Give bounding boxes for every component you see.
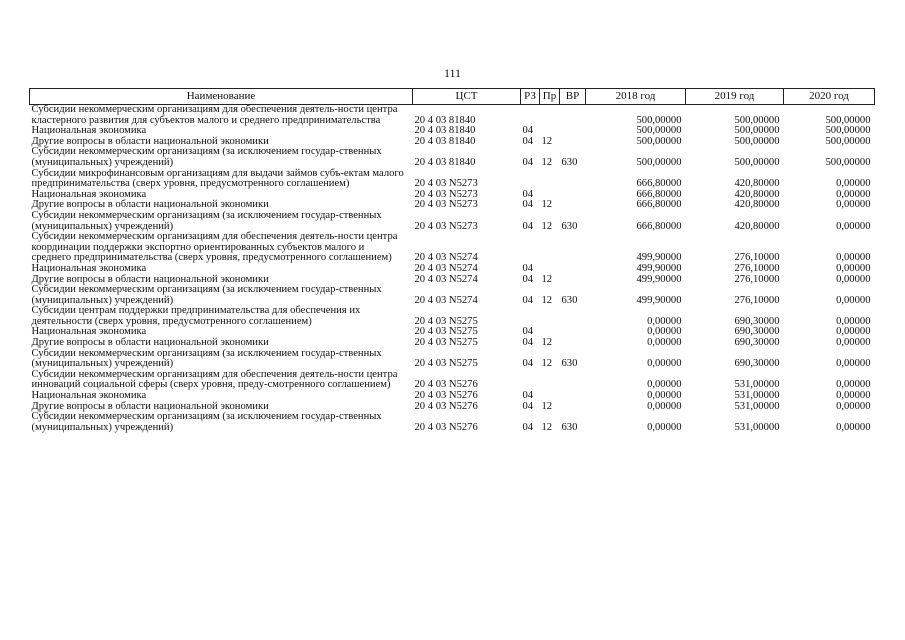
row-rz: 04 bbox=[522, 220, 534, 232]
row-2019: 420,80000 bbox=[734, 178, 780, 190]
row-2018: 0,00000 bbox=[647, 326, 682, 338]
row-2020: 0,00000 bbox=[836, 262, 871, 274]
row-2018: 0,00000 bbox=[647, 400, 682, 412]
row-rz: 04 bbox=[522, 326, 534, 338]
row-2018: 0,00000 bbox=[647, 358, 682, 370]
table-row bbox=[30, 264, 875, 275]
table-row bbox=[30, 285, 875, 306]
row-2018: 0,00000 bbox=[647, 315, 682, 327]
row-2019: 420,80000 bbox=[734, 188, 780, 200]
row-2018: 666,80000 bbox=[636, 178, 682, 190]
row-cst: 20 4 03 N5276 bbox=[414, 390, 478, 402]
row-2018: 0,00000 bbox=[647, 379, 682, 391]
row-2019: 276,10000 bbox=[734, 262, 780, 274]
row-name: Другие вопросы в области национальной экономики bbox=[31, 400, 269, 412]
row-pr: 12 bbox=[541, 337, 553, 349]
table-row bbox=[30, 211, 875, 232]
row-vr bbox=[560, 169, 586, 190]
row-2019: 531,00000 bbox=[734, 421, 780, 433]
row-name: Субсидии некоммерческим организациям (за исключением государ-ственных (муниципальных) учреждений) bbox=[31, 209, 382, 232]
row-name: Субсидии некоммерческим организациям (за исключением государ-ственных (муниципальных) учреждений) bbox=[31, 347, 382, 370]
row-2020: 500,00000 bbox=[825, 114, 871, 126]
row-2019: 276,10000 bbox=[734, 273, 780, 285]
row-2018: 499,90000 bbox=[636, 262, 682, 274]
row-cst: 20 4 03 81840 bbox=[414, 156, 476, 168]
row-pr: 12 bbox=[541, 220, 553, 232]
row-cst: 20 4 03 N5275 bbox=[414, 337, 478, 349]
row-2019: 500,00000 bbox=[734, 125, 780, 137]
row-name: Субсидии центрам поддержки предпринимательства для обеспечения их деятельности (сверх уровня, предусмотренного соглашением) bbox=[31, 305, 361, 327]
row-rz: 04 bbox=[522, 294, 534, 306]
row-vr bbox=[560, 190, 586, 201]
row-vr bbox=[560, 327, 586, 338]
table-row bbox=[30, 370, 875, 391]
row-cst: 20 4 03 N5274 bbox=[414, 294, 478, 306]
row-pr bbox=[540, 306, 560, 327]
row-cst: 20 4 03 N5274 bbox=[414, 273, 478, 285]
row-2020: 0,00000 bbox=[836, 252, 871, 264]
row-2020: 500,00000 bbox=[825, 156, 871, 168]
row-name: Субсидии некоммерческим организациям (за исключением государ-ственных (муниципальных) учреждений) bbox=[31, 146, 382, 168]
budget-table bbox=[29, 88, 875, 433]
row-vr: 630 bbox=[561, 294, 578, 306]
row-2018: 666,80000 bbox=[636, 199, 682, 211]
row-name: Национальная экономика bbox=[31, 390, 147, 402]
table-row bbox=[30, 412, 875, 433]
row-2019: 420,80000 bbox=[734, 199, 780, 211]
row-name: Другие вопросы в области национальной экономики bbox=[31, 337, 269, 349]
row-rz: 04 bbox=[522, 262, 534, 274]
row-2019: 690,30000 bbox=[734, 337, 780, 349]
header-2018: 2018 год bbox=[586, 89, 686, 105]
table-row bbox=[30, 232, 875, 264]
row-rz bbox=[521, 105, 540, 127]
row-2020: 0,00000 bbox=[836, 199, 871, 211]
row-2019: 500,00000 bbox=[734, 135, 780, 147]
row-2019: 420,80000 bbox=[734, 220, 780, 232]
row-cst: 20 4 03 N5274 bbox=[414, 262, 478, 274]
row-2018: 499,90000 bbox=[636, 252, 682, 264]
row-2019: 531,00000 bbox=[734, 400, 780, 412]
row-rz: 04 bbox=[522, 188, 534, 200]
row-pr bbox=[540, 264, 560, 275]
row-rz: 04 bbox=[522, 199, 534, 211]
row-pr: 12 bbox=[541, 400, 553, 412]
row-name: Субсидии некоммерческим организациям для обеспечения деятель-ности центра координации поддержки экспортно ориентированных субъектов малого и среднего предпринимательства (сверх уровня, предусмотренного соглашением) bbox=[31, 231, 398, 264]
row-name: Национальная экономика bbox=[31, 125, 147, 137]
row-2020: 0,00000 bbox=[836, 294, 871, 306]
row-name: Национальная экономика bbox=[31, 262, 147, 274]
row-2018: 499,90000 bbox=[636, 273, 682, 285]
row-cst: 20 4 03 N5273 bbox=[414, 199, 478, 211]
row-rz: 04 bbox=[522, 390, 534, 402]
row-pr bbox=[540, 370, 560, 391]
row-2020: 0,00000 bbox=[836, 273, 871, 285]
row-pr: 12 bbox=[541, 294, 553, 306]
row-vr bbox=[560, 391, 586, 402]
header-pr: Пр bbox=[540, 89, 560, 105]
row-name: Другие вопросы в области национальной экономики bbox=[31, 135, 269, 147]
table-row bbox=[30, 147, 875, 168]
row-2018: 499,90000 bbox=[636, 294, 682, 306]
row-pr: 12 bbox=[541, 156, 553, 168]
row-pr: 12 bbox=[541, 135, 553, 147]
row-2018: 666,80000 bbox=[636, 188, 682, 200]
row-2019: 531,00000 bbox=[734, 379, 780, 391]
row-cst: 20 4 03 81840 bbox=[414, 125, 476, 137]
row-pr: 12 bbox=[541, 421, 553, 433]
row-rz bbox=[521, 169, 540, 190]
header-cst: ЦСТ bbox=[413, 89, 521, 105]
row-2019: 500,00000 bbox=[734, 114, 780, 126]
row-2020: 0,00000 bbox=[836, 337, 871, 349]
row-rz bbox=[521, 370, 540, 391]
row-cst: 20 4 03 N5276 bbox=[414, 421, 478, 433]
row-vr: 630 bbox=[561, 421, 578, 433]
row-vr bbox=[560, 402, 586, 413]
row-2019: 690,30000 bbox=[734, 315, 780, 327]
row-cst: 20 4 03 N5273 bbox=[414, 188, 478, 200]
row-cst: 20 4 03 N5273 bbox=[414, 220, 478, 232]
row-2019: 690,30000 bbox=[734, 358, 780, 370]
row-vr bbox=[560, 105, 586, 127]
row-vr: 630 bbox=[561, 220, 578, 232]
row-vr bbox=[560, 306, 586, 327]
table-row bbox=[30, 306, 875, 327]
row-cst: 20 4 03 N5276 bbox=[414, 400, 478, 412]
row-rz: 04 bbox=[522, 135, 534, 147]
row-2020: 500,00000 bbox=[825, 125, 871, 137]
row-cst: 20 4 03 N5276 bbox=[414, 379, 478, 391]
row-2020: 0,00000 bbox=[836, 421, 871, 433]
row-cst: 20 4 03 N5273 bbox=[414, 178, 478, 190]
row-pr bbox=[540, 105, 560, 127]
row-2020: 500,00000 bbox=[825, 135, 871, 147]
row-name: Субсидии некоммерческим организациям (за исключением государ-ственных (муниципальных) учреждений) bbox=[31, 284, 382, 306]
row-2020: 0,00000 bbox=[836, 178, 871, 190]
row-vr bbox=[560, 200, 586, 211]
row-2018: 500,00000 bbox=[636, 156, 682, 168]
row-2020: 0,00000 bbox=[836, 379, 871, 391]
table-header bbox=[30, 89, 875, 105]
row-vr: 630 bbox=[561, 358, 578, 370]
row-vr bbox=[560, 264, 586, 275]
row-rz: 04 bbox=[522, 358, 534, 370]
row-2020: 0,00000 bbox=[836, 390, 871, 402]
row-2018: 0,00000 bbox=[647, 421, 682, 433]
row-name: Субсидии некоммерческим организациям для обеспечения деятель-ности центра инноваций социальной сферы (сверх уровня, преду-смотренного соглашением) bbox=[31, 368, 398, 391]
row-rz: 04 bbox=[522, 400, 534, 412]
row-vr bbox=[560, 137, 586, 148]
row-name: Субсидии некоммерческим организациям для обеспечения деятель-ности центра кластерного развития для субъектов малого и среднего предпринимательства bbox=[31, 104, 398, 126]
row-cst: 20 4 03 N5275 bbox=[414, 315, 478, 327]
row-2020: 0,00000 bbox=[836, 188, 871, 200]
row-rz bbox=[521, 232, 540, 264]
row-rz: 04 bbox=[522, 337, 534, 349]
row-vr bbox=[560, 370, 586, 391]
row-2020: 0,00000 bbox=[836, 220, 871, 232]
row-vr bbox=[560, 126, 586, 137]
row-2019: 276,10000 bbox=[734, 294, 780, 306]
header-rz: РЗ bbox=[521, 89, 540, 105]
row-name: Национальная экономика bbox=[31, 188, 147, 200]
header-vr: ВР bbox=[560, 89, 586, 105]
row-name: Национальная экономика bbox=[31, 326, 147, 338]
row-2020: 0,00000 bbox=[836, 400, 871, 412]
row-pr: 12 bbox=[541, 358, 553, 370]
row-name: Другие вопросы в области национальной экономики bbox=[31, 273, 269, 285]
row-2018: 666,80000 bbox=[636, 220, 682, 232]
row-2018: 0,00000 bbox=[647, 337, 682, 349]
row-vr bbox=[560, 275, 586, 286]
row-rz bbox=[521, 306, 540, 327]
row-vr bbox=[560, 338, 586, 349]
row-2018: 500,00000 bbox=[636, 114, 682, 126]
header-name: Наименование bbox=[30, 89, 413, 105]
row-name: Субсидии микрофинансовым организациям для выдачи займов субъ-ектам малого предпринимательства (сверх уровня, предусмотренного соглашением) bbox=[31, 167, 404, 190]
row-2018: 500,00000 bbox=[636, 135, 682, 147]
row-rz: 04 bbox=[522, 421, 534, 433]
row-cst: 20 4 03 81840 bbox=[414, 114, 476, 126]
row-name: Другие вопросы в области национальной экономики bbox=[31, 199, 269, 211]
row-name: Субсидии некоммерческим организациям (за исключением государ-ственных (муниципальных) учреждений) bbox=[31, 411, 382, 433]
row-pr bbox=[540, 169, 560, 190]
row-2019: 690,30000 bbox=[734, 326, 780, 338]
row-rz: 04 bbox=[522, 125, 534, 137]
row-2019: 500,00000 bbox=[734, 156, 780, 168]
row-2018: 0,00000 bbox=[647, 390, 682, 402]
table-row bbox=[30, 105, 875, 127]
row-cst: 20 4 03 N5275 bbox=[414, 358, 478, 370]
row-rz: 04 bbox=[522, 156, 534, 168]
row-2019: 276,10000 bbox=[734, 252, 780, 264]
row-pr bbox=[540, 232, 560, 264]
row-2018: 500,00000 bbox=[636, 125, 682, 137]
row-cst: 20 4 03 N5274 bbox=[414, 252, 478, 264]
header-2019: 2019 год bbox=[686, 89, 784, 105]
table-row bbox=[30, 349, 875, 370]
row-2020: 0,00000 bbox=[836, 358, 871, 370]
row-pr: 12 bbox=[541, 273, 553, 285]
row-2019: 531,00000 bbox=[734, 390, 780, 402]
header-2020: 2020 год bbox=[784, 89, 875, 105]
row-pr: 12 bbox=[541, 199, 553, 211]
row-rz: 04 bbox=[522, 273, 534, 285]
row-2020: 0,00000 bbox=[836, 315, 871, 327]
row-vr bbox=[560, 232, 586, 264]
row-cst: 20 4 03 81840 bbox=[414, 135, 476, 147]
row-cst: 20 4 03 N5275 bbox=[414, 326, 478, 338]
page-number: 111 bbox=[443, 66, 462, 80]
row-vr: 630 bbox=[561, 156, 578, 168]
table-row bbox=[30, 169, 875, 190]
row-2020: 0,00000 bbox=[836, 326, 871, 338]
table-body bbox=[30, 105, 875, 434]
